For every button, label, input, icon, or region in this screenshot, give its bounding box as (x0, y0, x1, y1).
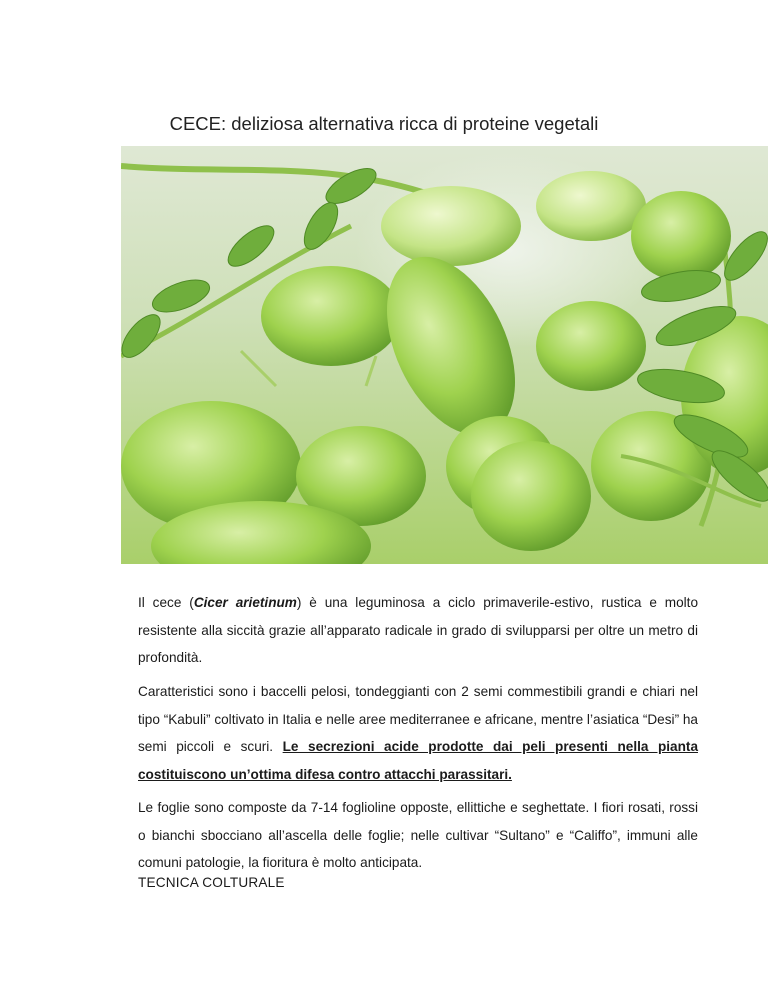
page-title: CECE: deliziosa alternativa ricca di proteine vegetali (169, 113, 599, 134)
leaves-paragraph (138, 794, 698, 877)
chickpea-pods-illustration (121, 146, 768, 564)
intro-lead: Il cece ( (138, 595, 194, 610)
pods-text: Caratteristici sono i baccelli pelosi, tondeggianti con 2 semi commestibili grandi e chiari nel tipo “Kabuli” coltivato in Italia e nelle aree mediterranee e africane, mentre l’asiatica “Desi” ha semi piccoli e scuri. (138, 684, 698, 754)
section-heading: TECNICA COLTURALE (138, 875, 285, 890)
intro-paragraph (138, 589, 698, 672)
pods-emphasis: Le secrezioni acide prodotte dai peli presenti nella pianta costituiscono un’ottima difesa contro attacchi parassitari. (138, 739, 698, 782)
intro-rest: ) è una leguminosa a ciclo primaverile-estivo, rustica e molto resistente alla siccità grazie all’apparato radicale in grado di svilupparsi per oltre un metro di profondità. (138, 595, 699, 665)
chickpea-photo (121, 146, 768, 564)
pods-paragraph (138, 678, 698, 788)
latin-name: Cicer arietinum (193, 595, 297, 610)
leaves-text: Le foglie sono composte da 7-14 foglioline opposte, ellittiche e seghettate. I fiori rosati, rossi o bianchi sbocciano all’ascella delle foglie; nelle cultivar “Sultano” e “Califfo”, immuni alle comuni patologie, la fioritura è molto anticipata. (138, 800, 698, 870)
